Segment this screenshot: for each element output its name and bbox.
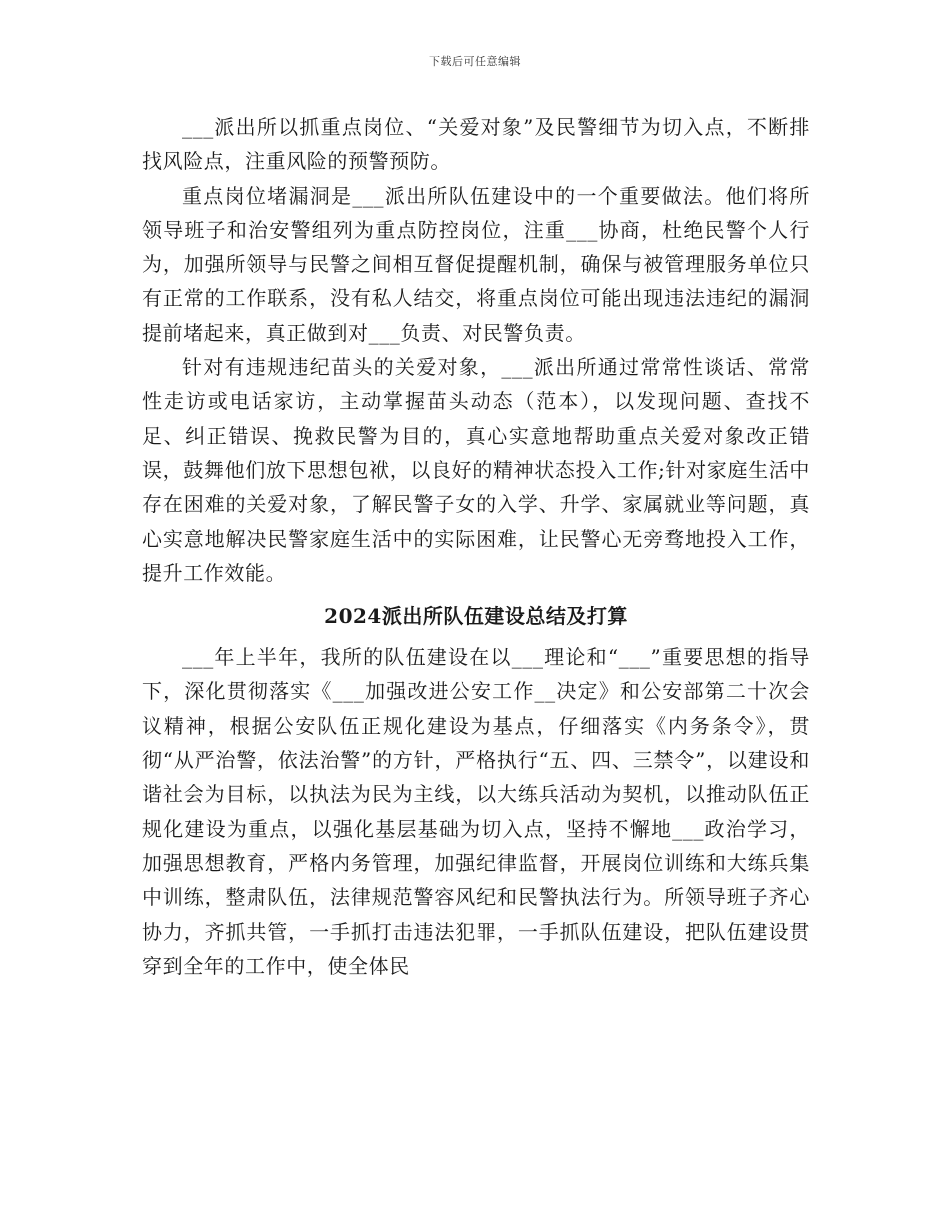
section-title: 2024派出所队伍建设总结及打算 [324,604,628,629]
paragraph-4: ___年上半年，我所的队伍建设在以___理论和“___”重要思想的指导下，深化贯彻落实《___加强改进公安工作__决定》和公安部第二十次会议精神，根据公安队伍正规化建设为基点，仔细落实《内务条令》，贯彻“从严治警，依法治警”的方针，严格执行“五、四、三禁令”，以建设和谐社会为目标，以执法为民为主线，以大练兵活动为契机，以推动队伍正规化建设为重点，以强化基层基础为切入点，坚持不懈地___政治学习，加强思想教育，严格内务管理，加强纪律监督，开展岗位训练和大练兵集中训练，整肃队伍，法律规范警容风纪和民警执法行为。所领导班子齐心协力，齐抓共管，一手抓打击违法犯罪，一手抓队伍建设，把队伍建设贯穿到全年的工作中，使全体民 [142,645,810,978]
paragraph-1: ___派出所以抓重点岗位、“关爱对象”及民警细节为切入点，不断排找风险点，注重风险的预警预防。 [142,115,810,174]
document-body [142,110,810,983]
paragraph-2: 重点岗位堵漏洞是___派出所队伍建设中的一个重要做法。他们将所领导班子和治安警组列为重点防控岗位，注重___协商，杜绝民警个人行为，加强所领导与民警之间相互督促提醒机制，确保与被管理服务单位只有正常的工作联系，没有私人结交，将重点岗位可能出现违法违纪的漏洞提前堵起来，真正做到对___负责、对民警负责。 [142,183,810,345]
page-header-note: 下载后可任意编辑 [429,55,521,68]
paragraph-3: 针对有违规违纪苗头的关爱对象，___派出所通过常常性谈话、常常性走访或电话家访，主动掌握苗头动态（范本），以发现问题、查找不足、纠正错误、挽救民警为目的，真心实意地帮助重点关爱对象改正错误，鼓舞他们放下思想包袱，以良好的精神状态投入工作;针对家庭生活中存在困难的关爱对象，了解民警子女的入学、升学、家属就业等问题，真心实意地解决民警家庭生活中的实际困难，让民警心无旁骛地投入工作，提升工作效能。 [142,355,810,585]
